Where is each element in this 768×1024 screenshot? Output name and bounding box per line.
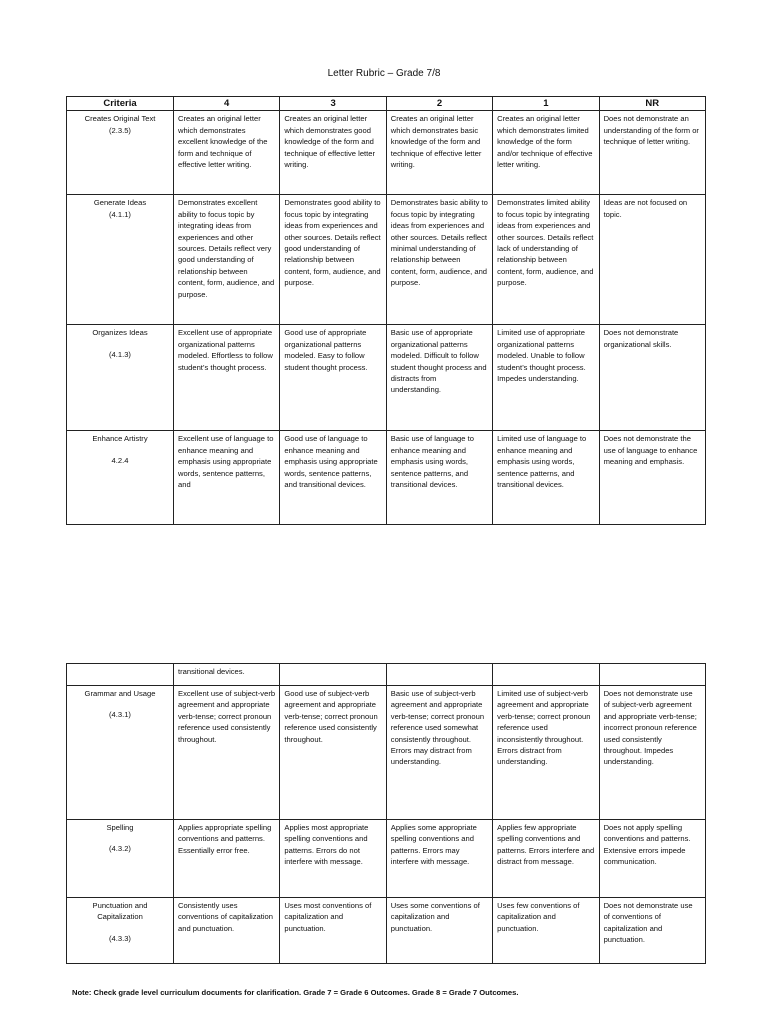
level-2-cell: Applies some appropriate spelling conventions and patterns. Errors may interfere with message. <box>386 820 492 898</box>
level-3-cell: Demonstrates good ability to focus topic by integrating ideas from experiences and other sources. Details reflect good understanding of relationship between content, form, audience, and purpose. <box>280 195 386 325</box>
header-criteria: Criteria <box>67 97 174 111</box>
level-2-cell: Basic use of appropriate organizational patterns modeled. Difficult to follow student thought process and distracts from understanding. <box>386 325 492 431</box>
header-level-1: 1 <box>493 97 599 111</box>
header-level-3: 3 <box>280 97 386 111</box>
table-row <box>67 195 706 325</box>
criterion-name: Punctuation and Capitalization <box>92 901 148 922</box>
criterion-cell <box>67 325 174 431</box>
level-3-cell: Good use of language to enhance meaning and emphasis using appropriate words, sentence patterns, and transitional devices. <box>280 431 386 525</box>
level-4-cell: Demonstrates excellent ability to focus topic by integrating ideas from experiences and other sources. Details reflect very good understanding of relationship between content, form, audience, and purpose. <box>174 195 280 325</box>
level-2-cell: Uses some conventions of capitalization and punctuation. <box>386 898 492 964</box>
level-1-cell: Limited use of language to enhance meaning and emphasis using words, sentence patterns, and transitional devices. <box>493 431 599 525</box>
level-nr-cell: Does not demonstrate organizational skills. <box>599 325 705 431</box>
table-row <box>67 111 706 195</box>
page-title: Letter Rubric – Grade 7/8 <box>327 68 441 79</box>
continuation-level-3-cell <box>280 664 386 686</box>
level-1-cell: Applies few appropriate spelling conventions and patterns. Errors interfere and distract from message. <box>493 820 599 898</box>
criterion-cell <box>67 686 174 820</box>
level-3-cell: Applies most appropriate spelling conventions and patterns. Errors do not interfere with message. <box>280 820 386 898</box>
level-1-cell: Limited use of subject-verb agreement and appropriate verb-tense; correct pronoun reference used inconsistently throughout. Errors distract from understanding. <box>493 686 599 820</box>
level-1-cell: Uses few conventions of capitalization and punctuation. <box>493 898 599 964</box>
criterion-cell <box>67 111 174 195</box>
continuation-level-1-cell <box>493 664 599 686</box>
table-row <box>67 820 706 898</box>
criterion-code: (4.3.3) <box>109 933 131 943</box>
criterion-cell <box>67 898 174 964</box>
criterion-name: Enhance Artistry <box>92 434 148 444</box>
header-row <box>67 97 706 111</box>
criterion-code: 4.2.4 <box>111 455 129 465</box>
rubric-table-page-1 <box>66 96 706 525</box>
header-level-2: 2 <box>386 97 492 111</box>
continuation-level-4-cell: transitional devices. <box>174 664 280 686</box>
table-row <box>67 898 706 964</box>
criterion-code: (4.1.1) <box>109 209 131 219</box>
level-nr-cell: Does not demonstrate use of subject-verb agreement and appropriate verb-tense; incorrect pronoun reference used consistently throughout. Impedes understanding. <box>599 686 705 820</box>
level-4-cell: Applies appropriate spelling conventions and patterns. Essentially error free. <box>174 820 280 898</box>
level-1-cell: Demonstrates limited ability to focus topic by integrating ideas from experiences and other sources. Details reflect lack of understanding of relationship between content, form, audience, and purpose. <box>493 195 599 325</box>
criterion-code: (2.3.5) <box>109 125 131 135</box>
level-4-cell: Consistently uses conventions of capitalization and punctuation. <box>174 898 280 964</box>
criterion-name: Spelling <box>106 823 134 832</box>
footer-note: Note: Check grade level curriculum documents for clarification. Grade 7 = Grade 6 Outcomes. Grade 8 = Grade 7 Outcomes. <box>72 988 519 997</box>
table-row <box>67 686 706 820</box>
level-nr-cell: Does not demonstrate the use of language to enhance meaning and emphasis. <box>599 431 705 525</box>
level-4-cell: Excellent use of subject-verb agreement and appropriate verb-tense; correct pronoun reference used consistently throughout. <box>174 686 280 820</box>
level-2-cell: Creates an original letter which demonstrates basic knowledge of the form and technique of effective letter writing. <box>386 111 492 195</box>
level-nr-cell: Does not apply spelling conventions and patterns. Extensive errors impede communication. <box>599 820 705 898</box>
level-1-cell: Limited use of appropriate organizational patterns modeled. Unable to follow student’s thought process. Impedes understanding. <box>493 325 599 431</box>
header-level-nr: NR <box>599 97 705 111</box>
continuation-row <box>67 664 706 686</box>
criterion-cell <box>67 820 174 898</box>
criterion-name: Organizes Ideas <box>92 328 148 338</box>
criterion-code: (4.1.3) <box>109 349 131 359</box>
level-3-cell: Good use of appropriate organizational patterns modeled. Easy to follow student thought process. <box>280 325 386 431</box>
level-2-cell: Basic use of subject-verb agreement and appropriate verb-tense; correct pronoun reference used somewhat consistently throughout. Errors may distract from understanding. <box>386 686 492 820</box>
level-nr-cell: Does not demonstrate an understanding of the form or technique of letter writing. <box>599 111 705 195</box>
level-4-cell: Creates an original letter which demonstrates excellent knowledge of the form and technique of effective letter writing. <box>174 111 280 195</box>
table-row <box>67 431 706 525</box>
criterion-name: Grammar and Usage <box>84 689 156 698</box>
level-3-cell: Creates an original letter which demonstrates good knowledge of the form and technique of effective letter writing. <box>280 111 386 195</box>
criterion-cell <box>67 195 174 325</box>
criterion-name: Generate Ideas <box>93 198 147 208</box>
level-3-cell: Uses most conventions of capitalization and punctuation. <box>280 898 386 964</box>
continuation-level-nr-cell <box>599 664 705 686</box>
continuation-criterion-cell <box>67 664 174 686</box>
level-2-cell: Demonstrates basic ability to focus topic by integrating ideas from experiences and other sources. Details reflect minimal understanding of relationship between content, form, audience, and purpose. <box>386 195 492 325</box>
rubric-table-page-2 <box>66 663 706 964</box>
level-nr-cell: Ideas are not focused on topic. <box>599 195 705 325</box>
level-4-cell: Excellent use of appropriate organizational patterns modeled. Effortless to follow student’s thought process. <box>174 325 280 431</box>
continuation-level-2-cell <box>386 664 492 686</box>
level-nr-cell: Does not demonstrate use of conventions of capitalization and punctuation. <box>599 898 705 964</box>
criterion-code: (4.3.2) <box>109 844 131 854</box>
level-1-cell: Creates an original letter which demonstrates limited knowledge of the form and/or technique of effective letter writing. <box>493 111 599 195</box>
criterion-cell <box>67 431 174 525</box>
level-3-cell: Good use of subject-verb agreement and appropriate verb-tense; correct pronoun reference used consistently throughout. <box>280 686 386 820</box>
level-2-cell: Basic use of language to enhance meaning and emphasis using words, sentence patterns, and transitional devices. <box>386 431 492 525</box>
table-row <box>67 325 706 431</box>
level-4-cell: Excellent use of language to enhance meaning and emphasis using appropriate words, sentence patterns, and <box>174 431 280 525</box>
criterion-name: Creates Original Text <box>84 114 156 124</box>
header-level-4: 4 <box>174 97 280 111</box>
criterion-code: (4.3.1) <box>109 710 131 720</box>
